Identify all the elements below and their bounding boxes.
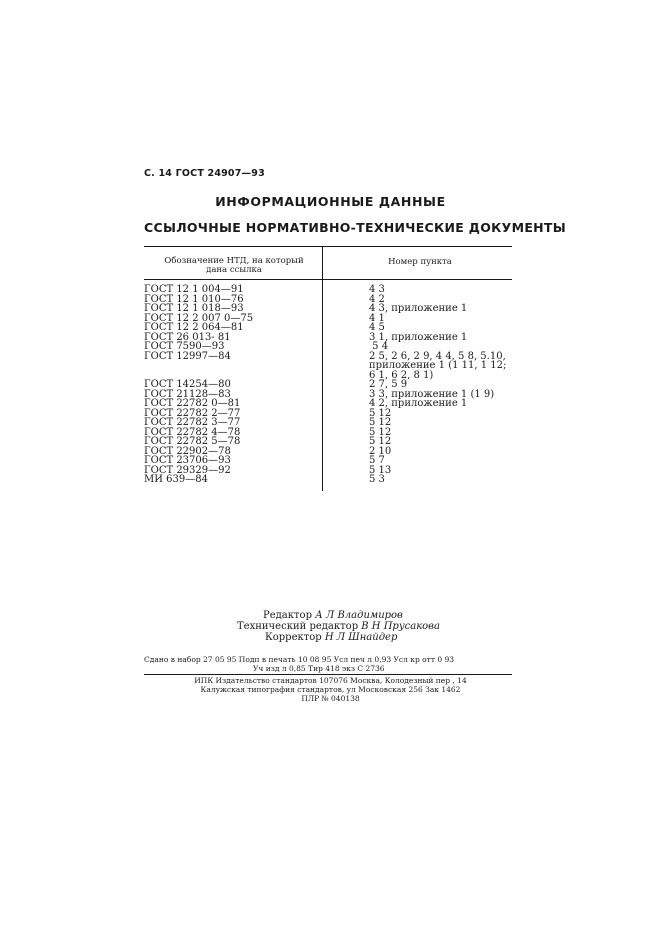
table-row <box>0 475 661 485</box>
credit-corrector <box>265 632 397 643</box>
table-row <box>0 428 661 438</box>
table-cell-point: 2 5, 2 6, 2 9, 4 4, 5 8, 5.10, приложение 1 (1 11, 1 12; 6 1, 6 2, 8 1) <box>369 350 507 381</box>
table-cell-point: 3 1, приложение 1 <box>369 331 468 343</box>
table-cell-point: 5 12 <box>369 417 392 428</box>
table-header-rule <box>144 279 512 280</box>
table-cell-point: 3 3, приложение 1 (1 9) <box>369 388 495 400</box>
table-cell-point: 5 12 <box>369 436 392 447</box>
table-cell-point: 5 4 <box>369 341 389 352</box>
publisher-line-2: Калужская типография стандартов, ул Московская 256 Зак 1462 <box>200 685 461 694</box>
table-cell-point: 5 12 <box>369 426 392 438</box>
table-cell-point: 2 7, 5 9 <box>369 379 408 390</box>
column-header-point: Номер пункта <box>388 257 452 267</box>
table-cell-document: ГОСТ 22782 5—78 <box>144 436 241 447</box>
table-row <box>0 285 661 295</box>
table-row <box>0 418 661 428</box>
table-cell-document: ГОСТ 22782 3—77 <box>144 417 241 428</box>
table-row <box>0 352 661 381</box>
table-row <box>0 342 661 352</box>
table-cell-document: МИ 639—84 <box>144 474 208 485</box>
credit-editor <box>263 610 403 621</box>
table-cell-point: 4 3 <box>369 284 385 295</box>
table-row <box>0 380 661 390</box>
page-header: С. 14 ГОСТ 24907—93 <box>144 168 265 179</box>
table-row <box>0 399 661 409</box>
table-row <box>0 456 661 466</box>
table-cell-point: 4 5 <box>369 322 385 333</box>
section-subtitle: ССЫЛОЧНЫЕ НОРМАТИВНО-ТЕХНИЧЕСКИЕ ДОКУМЕНТЫ <box>144 220 567 235</box>
table-cell-document: ГОСТ 22902—78 <box>144 445 231 457</box>
table-row <box>0 466 661 476</box>
credit-tech-editor-role: Технический редактор <box>237 621 359 632</box>
table-cell-point: 5 12 <box>369 407 392 419</box>
credit-corrector-role: Корректор <box>265 632 322 643</box>
table-cell-point: 5 13 <box>369 464 392 476</box>
column-header-document-line1: Обозначение НТД, на который <box>164 256 304 266</box>
table-cell-document: ГОСТ 12997—84 <box>144 350 231 362</box>
publisher-line-3: ПЛР № 040138 <box>301 694 360 703</box>
table-cell-point: 4 1 <box>369 312 385 324</box>
table-row <box>0 447 661 457</box>
table-top-rule <box>144 246 512 247</box>
table-cell-point: 5 3 <box>369 474 385 485</box>
table-cell-document: ГОСТ 22782 2—77 <box>144 407 241 419</box>
credit-corrector-name: Н Л Шнайдер <box>324 632 398 643</box>
table-row <box>0 304 661 314</box>
table-cell-document: ГОСТ 7590—93 <box>144 341 225 352</box>
imprint-rule <box>144 674 512 675</box>
table-cell-document: ГОСТ 12 1 010—76 <box>144 293 244 305</box>
table-cell-point: 4 2, приложение 1 <box>369 398 468 409</box>
table-cell-document: ГОСТ 23706—93 <box>144 455 231 466</box>
section-title: ИНФОРМАЦИОННЫЕ ДАННЫЕ <box>215 194 446 209</box>
table-cell-document: ГОСТ 29329—92 <box>144 464 231 476</box>
table-cell-point: 2 10 <box>369 445 392 457</box>
table-cell-document: ГОСТ 12 2 064—81 <box>144 322 244 333</box>
table-row <box>0 314 661 324</box>
column-header-document <box>150 257 318 275</box>
publisher-line-1: ИПК Издательство стандартов 107076 Москва, Колодезный пер , 14 <box>194 676 467 685</box>
imprint-line: Сдано в набор 27 05 95 Подп в печать 10 08 95 Усл печ л 0,93 Усл кр отт 0 93 <box>144 655 455 664</box>
table-cell-document: ГОСТ 22782 0—81 <box>144 398 241 409</box>
table-row <box>0 437 661 447</box>
credit-editor-name: А Л Владимиров <box>315 610 403 621</box>
table-cell-document: ГОСТ 22782 4—78 <box>144 426 241 438</box>
table-cell-document: ГОСТ 26 013- 81 <box>144 331 231 343</box>
table-row <box>0 390 661 400</box>
table-cell-document: ГОСТ 14254—80 <box>144 379 231 390</box>
table-cell-document: ГОСТ 21128—83 <box>144 388 231 400</box>
table-cell-point: 4 3, приложение 1 <box>369 303 468 314</box>
table-cell-document: ГОСТ 12 2 007 0—75 <box>144 312 254 324</box>
table-row <box>0 409 661 419</box>
imprint-line-2: Уч изд л 0,85 Тир 418 экз С 2736 <box>253 664 385 673</box>
credit-tech-editor-name: В Н Прусакова <box>361 621 440 632</box>
table-cell-document: ГОСТ 12 1 004—91 <box>144 284 244 295</box>
table-row <box>0 333 661 343</box>
column-header-document-line2: дана ссылка <box>206 265 262 275</box>
credit-tech-editor <box>237 621 440 632</box>
table-row <box>0 323 661 333</box>
table-cell-point: 5 7 <box>369 455 385 466</box>
table-cell-point: 4 2 <box>369 293 385 305</box>
credit-editor-role: Редактор <box>263 610 312 621</box>
table-cell-document: ГОСТ 12 1 018—93 <box>144 303 244 314</box>
table-row <box>0 295 661 305</box>
